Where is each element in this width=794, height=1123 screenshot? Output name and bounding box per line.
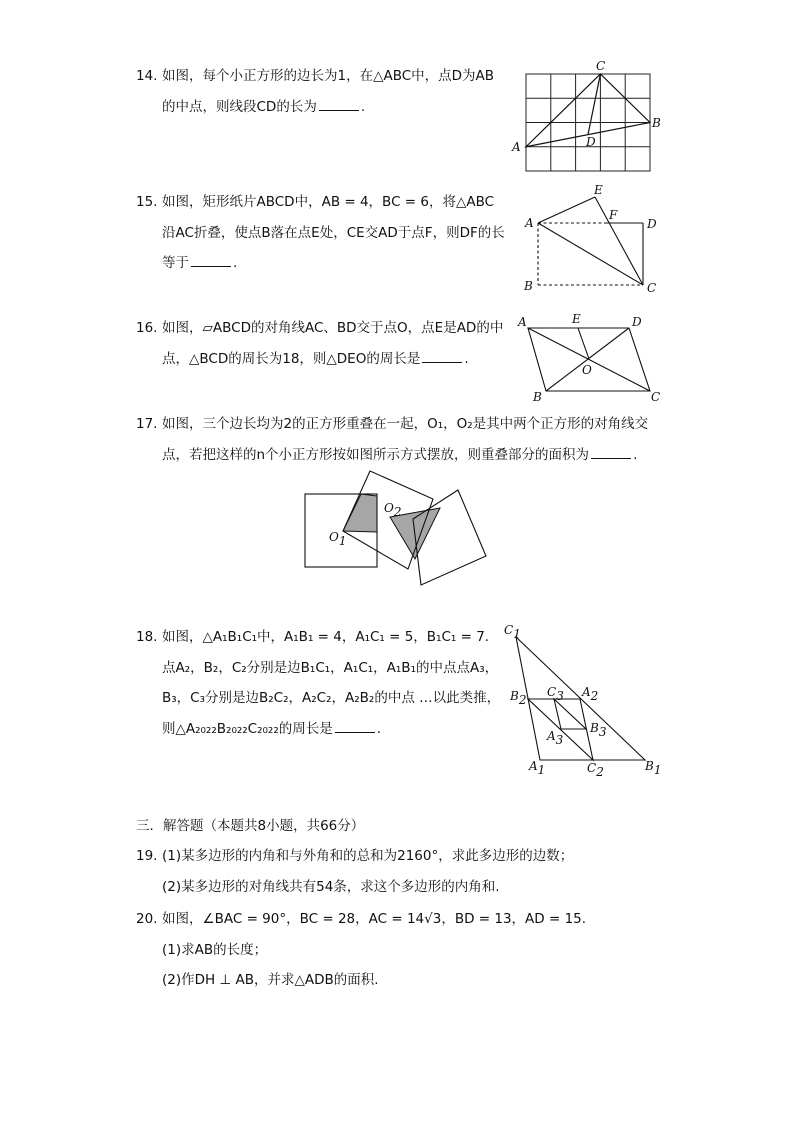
label-c: C [651, 390, 661, 404]
question-text: 如图，∠BAC = 90°，BC = 28，AC = 14√3，BD = 13，AD = 15. [162, 911, 587, 927]
question-text: 的中点，则线段CD的长为 [162, 98, 317, 115]
label-b: B [524, 279, 533, 293]
question-number: 19. [136, 848, 158, 864]
question-text: 点，△BCD的周长为18，则△DEO的周长是 [162, 350, 421, 367]
question-text: 等于 [162, 255, 189, 271]
label-e: E [572, 312, 581, 326]
label-b: B [533, 390, 542, 404]
label-d: D [586, 135, 596, 149]
question-text: . [376, 720, 382, 737]
question-number: 14. [136, 68, 158, 84]
question-text: . [633, 446, 638, 463]
question-text: (2)作DH ⊥ AB，并求△ADB的面积. [162, 972, 379, 988]
question-number: 18. [136, 629, 158, 645]
question-text: 如图，矩形纸片ABCD中，AB = 4，BC = 6，将△ABC [162, 194, 495, 210]
label-e: E [594, 183, 603, 197]
label-b: B [652, 116, 661, 130]
question-number: 16. [136, 320, 158, 336]
question-number: 15. [136, 194, 158, 210]
label-o: O [582, 363, 592, 377]
label-b2: B2 [510, 689, 527, 707]
question-text: (2)某多边形的对角线共有54条，求这个多边形的内角和. [162, 878, 500, 895]
question-text: 沿AC折叠，使点B落在点E处，CE交AD于点F，则DF的长 [162, 224, 505, 241]
label-a1: A1 [529, 759, 546, 777]
label-o2: O2 [384, 501, 402, 519]
question-text: . [233, 255, 238, 271]
question-text: 点A₂，B₂，C₂分别是边B₁C₁，A₁C₁，A₁B₁的中点点A₃， [162, 659, 499, 676]
question-number: 17. [136, 416, 158, 432]
question-text: (1)求AB的长度； [162, 941, 268, 958]
label-a: A [525, 216, 534, 230]
section-heading: 三．解答题（本题共8小题，共66分） [136, 818, 365, 834]
label-c2: C2 [587, 761, 604, 779]
label-b1: B1 [645, 759, 662, 777]
question-text: 如图，每个小正方形的边长为1，在△ABC中，点D为AB [162, 68, 495, 84]
label-c: C [596, 59, 606, 73]
label-a2: A2 [582, 685, 599, 703]
label-a: A [518, 315, 527, 329]
question-text: . [360, 98, 366, 115]
label-c3: C3 [547, 685, 564, 703]
question-text: 如图，△A₁B₁C₁中，A₁B₁ = 4，A₁C₁ = 5，B₁C₁ = 7. [162, 629, 490, 645]
question-text: . [464, 350, 469, 367]
question-text: 则△A₂₀₂₂B₂₀₂₂C₂₀₂₂的周长是 [162, 720, 333, 737]
label-d: D [647, 217, 657, 231]
label-a3: A3 [547, 729, 564, 747]
question-text: 如图，三个边长均为2的正方形重叠在一起，O₁，O₂是其中两个正方形的对角线交 [162, 416, 649, 432]
label-o1: O1 [329, 530, 347, 548]
question-text: B₃，C₃分别是边B₂C₂，A₂C₂，A₂B₂的中点 …以此类推， [162, 690, 501, 706]
label-b3: B3 [590, 721, 607, 739]
question-number: 20. [136, 911, 158, 927]
label-d: D [632, 315, 642, 329]
label-c: C [647, 281, 657, 295]
question-text: (1)某多边形的内角和与外角和的总和为2160°，求此多边形的边数； [162, 848, 574, 864]
label-a: A [512, 140, 521, 154]
label-c1: C1 [504, 623, 521, 641]
question-text: 点，若把这样的n个小正方形按如图所示方式摆放，则重叠部分的面积为 [162, 446, 590, 463]
question-text: 如图，▱ABCD的对角线AC、BD交于点O，点E是AD的中 [162, 320, 504, 336]
label-f: F [609, 208, 618, 222]
